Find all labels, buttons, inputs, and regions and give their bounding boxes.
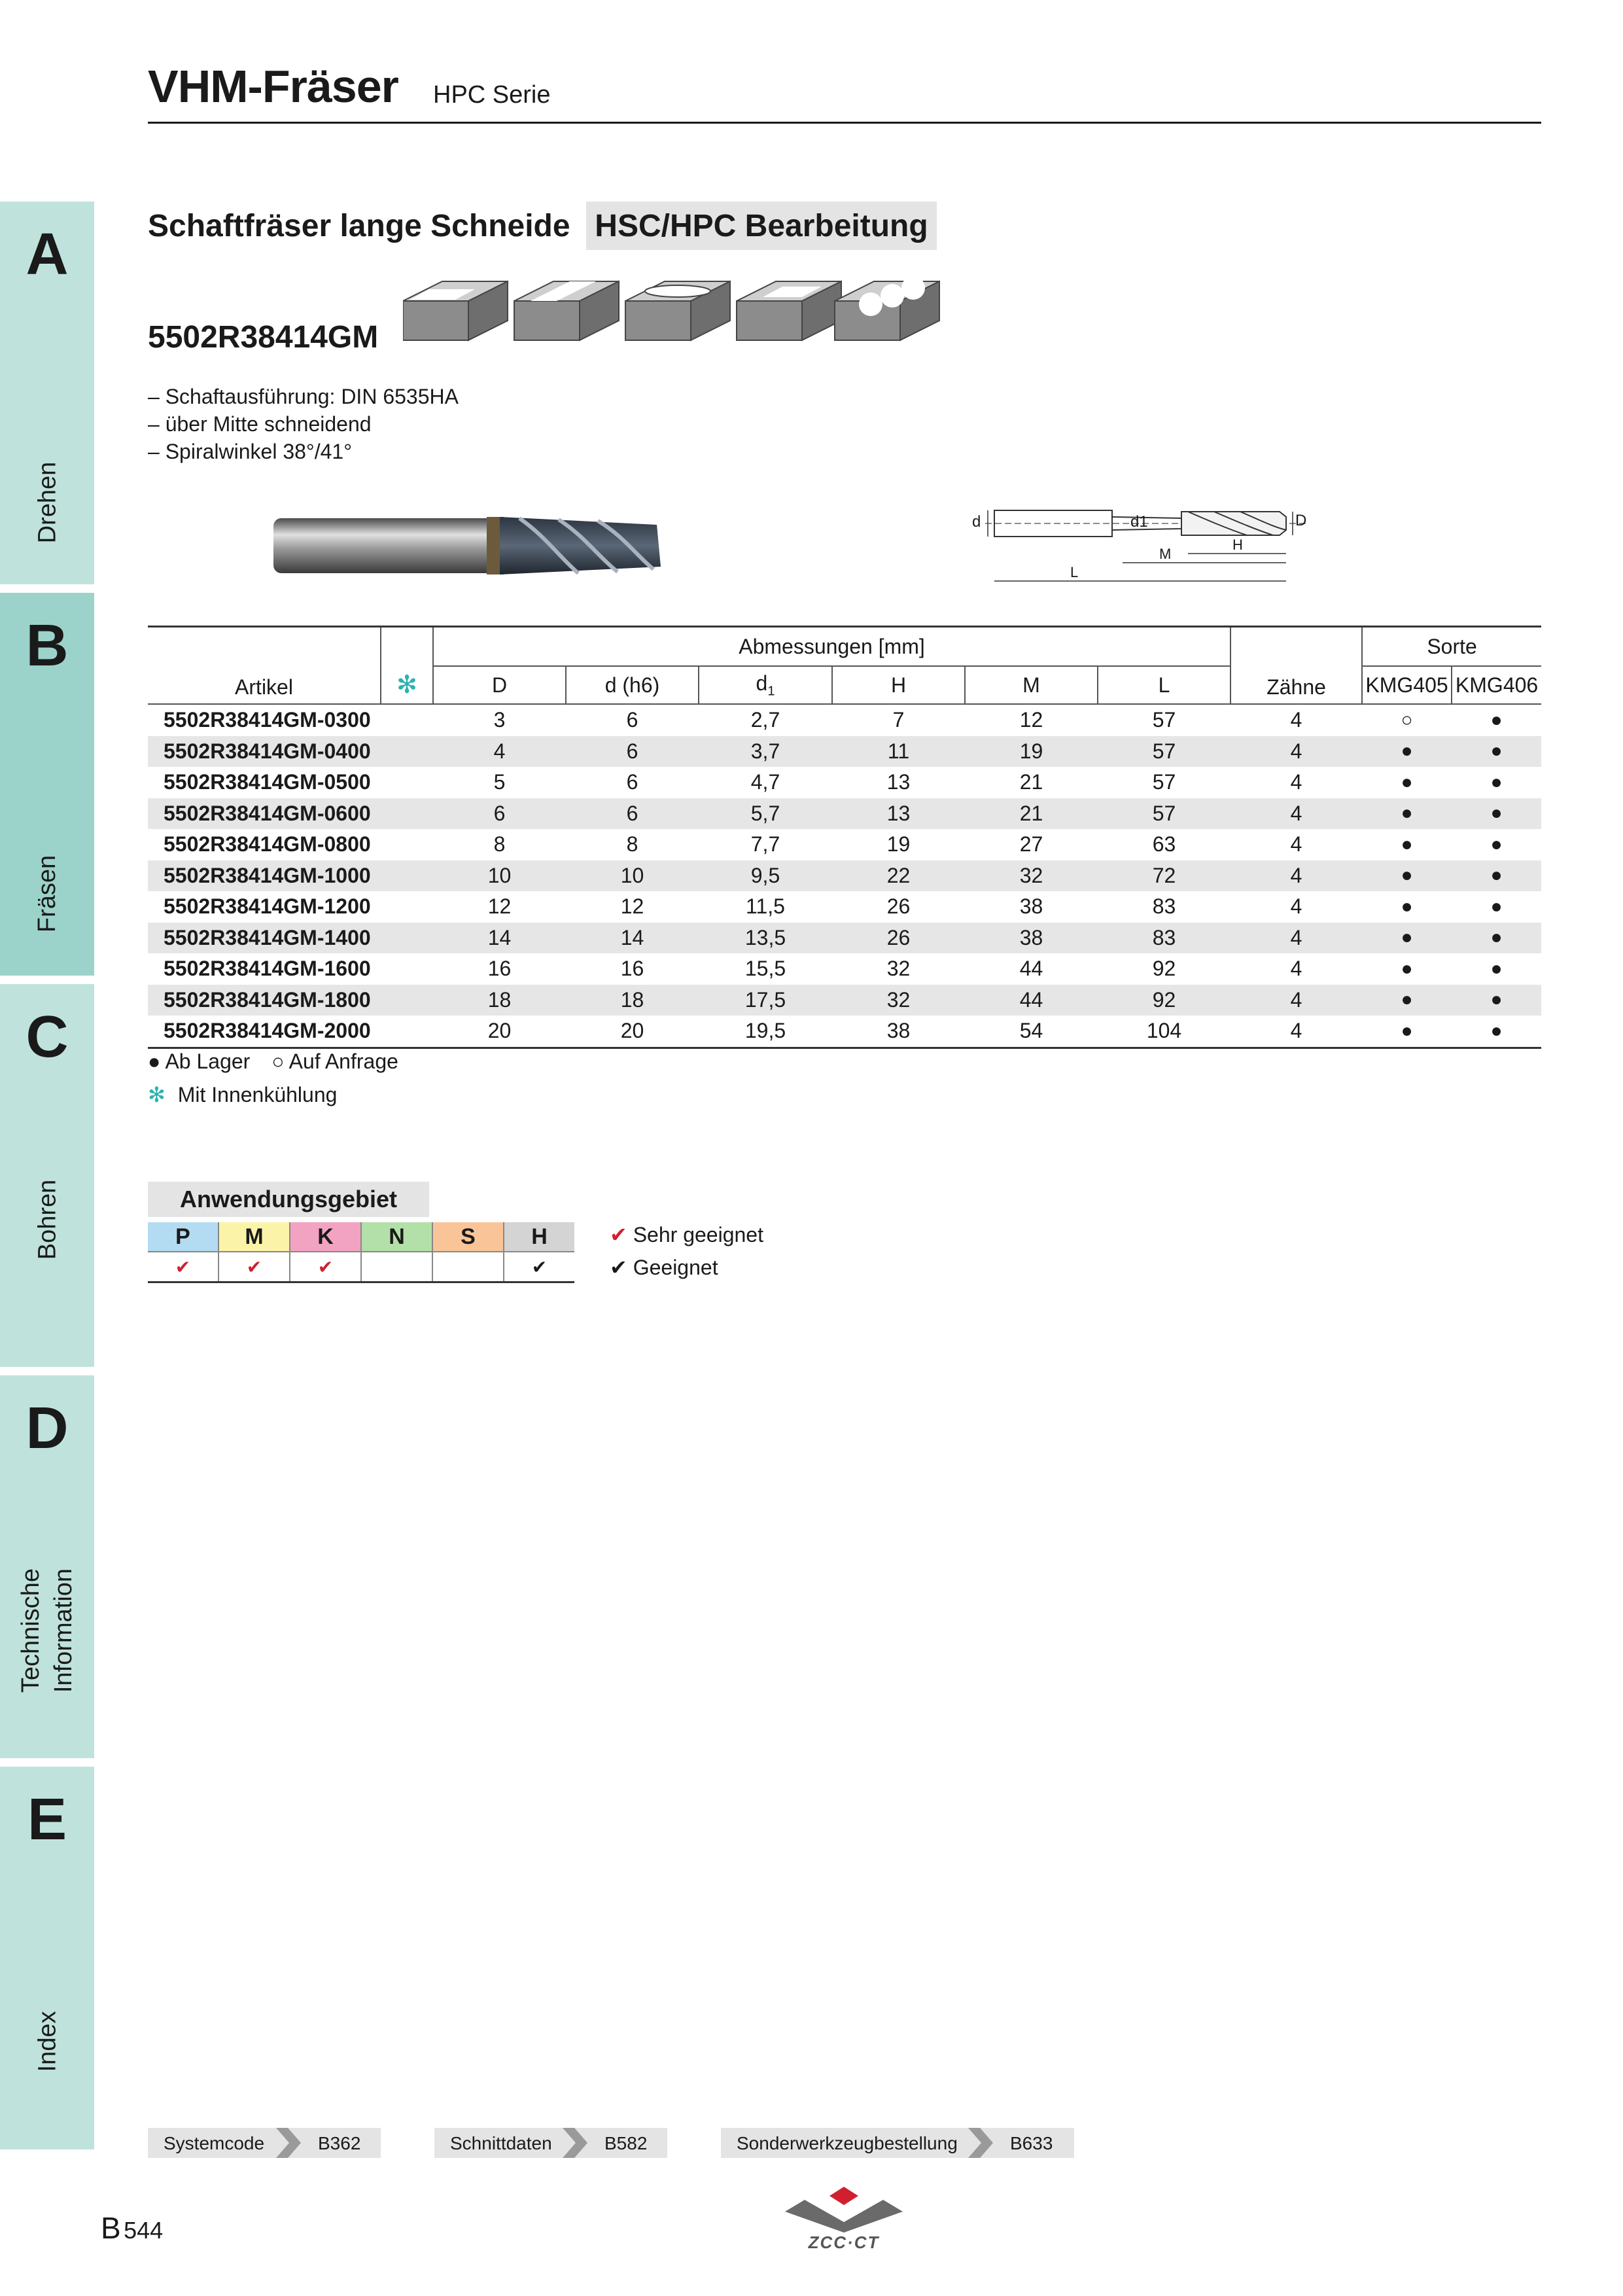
cell-g2: ●: [1490, 1019, 1503, 1042]
col-D: D: [433, 666, 566, 704]
cell-artikel: 5502R38414GM-2000: [164, 1019, 371, 1043]
nav-systemcode[interactable]: [148, 2128, 381, 2158]
cell-cooling: [381, 829, 433, 860]
cell-D: 10: [433, 860, 566, 892]
cell-cooling: [381, 953, 433, 985]
nav-sonderwerkzeug[interactable]: [721, 2128, 1074, 2158]
cell-M: 38: [965, 923, 1098, 954]
nav-page: B362: [318, 2133, 361, 2153]
table-row: [148, 891, 1541, 923]
cell-artikel: 5502R38414GM-0500: [164, 770, 371, 794]
cell-artikel: 5502R38414GM-1200: [164, 894, 371, 919]
cell-M: 19: [965, 736, 1098, 768]
cell-z: 4: [1290, 770, 1302, 794]
tab-letter: D: [26, 1396, 69, 1461]
col-L: L: [1098, 666, 1230, 704]
cell-d1: 2,7: [750, 708, 780, 732]
cell-g2: ●: [1452, 923, 1541, 954]
table-row: [148, 736, 1541, 768]
cell-g1: ●: [1362, 798, 1452, 830]
cell-z: 4: [1230, 860, 1362, 892]
cell-H: 11: [832, 736, 965, 768]
header-rule: [148, 122, 1541, 124]
cell-z: 4: [1230, 985, 1362, 1016]
cell-D: 20: [487, 1019, 512, 1043]
product-code: 5502R38414GM: [148, 320, 379, 355]
page-number-value: 544: [124, 2217, 164, 2244]
cell-z: 4: [1290, 894, 1302, 919]
material-n: N: [361, 1222, 432, 1252]
cell-d1: 17,5: [699, 985, 832, 1016]
cell-L: 92: [1098, 985, 1230, 1016]
cell-d1: 7,7: [750, 832, 780, 857]
cell-cooling: [381, 860, 433, 892]
cell-cooling: [381, 736, 433, 768]
legend-stock-symbol: ●: [148, 1050, 161, 1073]
material-m: M: [218, 1222, 290, 1252]
nav-label: Sonderwerkzeugbestellung: [737, 2133, 958, 2153]
cell-H: 19: [886, 832, 911, 857]
cell-z: 4: [1230, 923, 1362, 954]
legend-cooling: [148, 1082, 337, 1107]
open-slot-icon: [737, 281, 841, 340]
cell-H: 22: [832, 860, 965, 892]
tab-d[interactable]: [0, 1375, 94, 1758]
cell-artikel: 5502R38414GM-0800: [164, 832, 371, 857]
tab-letter: E: [27, 1787, 67, 1852]
cell-H: 26: [886, 894, 911, 919]
cell-D: 12: [487, 894, 512, 919]
legend-cool-text: Mit Innenkühlung: [177, 1083, 338, 1106]
cell-M: 44: [1019, 957, 1043, 981]
cell-cooling: [381, 704, 433, 736]
page-number: [101, 2210, 163, 2246]
tab-letter: C: [26, 1004, 69, 1070]
table-row: [148, 953, 1541, 985]
section-badge: HSC/HPC Bearbeitung: [586, 202, 937, 250]
nav-schnittdaten[interactable]: [434, 2128, 667, 2158]
material-check-m: ✔: [218, 1252, 290, 1282]
cell-L: 57: [1098, 798, 1230, 830]
legend-stock-text: Ab Lager: [165, 1050, 251, 1073]
cell-H: 13: [832, 798, 965, 830]
cell-z: 4: [1290, 1019, 1302, 1043]
tab-b[interactable]: [0, 593, 94, 976]
cell-D: 14: [433, 923, 566, 954]
cell-artikel: 5502R38414GM-0300: [164, 708, 371, 732]
cell-g2: ●: [1452, 985, 1541, 1016]
cell-artikel: 5502R38414GM-0600: [148, 798, 381, 830]
cell-z: 4: [1290, 832, 1302, 857]
cell-g2: ●: [1490, 709, 1503, 731]
cell-L: 57: [1098, 736, 1230, 768]
cell-M: 32: [965, 860, 1098, 892]
holes-icon: [835, 276, 939, 340]
cell-L: 57: [1152, 770, 1176, 794]
col-H: H: [832, 666, 965, 704]
table-row: [148, 860, 1541, 892]
cell-D: 6: [433, 798, 566, 830]
page-title: VHM-Fräser: [148, 61, 398, 112]
cell-cooling: [381, 985, 433, 1016]
tab-label: [14, 1568, 80, 1693]
cell-z: 4: [1230, 736, 1362, 768]
cell-g1: ●: [1401, 1019, 1413, 1042]
cell-g1: ●: [1401, 957, 1413, 980]
cell-g2: ●: [1490, 771, 1503, 793]
check-red-icon: ✔: [610, 1223, 627, 1246]
cell-d: 14: [566, 923, 699, 954]
cell-M: 21: [965, 798, 1098, 830]
cell-g1: ●: [1401, 771, 1413, 793]
cell-d: 6: [566, 736, 699, 768]
table-row: [148, 798, 1541, 830]
cell-g2: ●: [1452, 798, 1541, 830]
material-k: K: [290, 1222, 361, 1252]
material-h: H: [504, 1222, 574, 1252]
dimension-drawing: [966, 497, 1319, 589]
cell-g2: ●: [1452, 860, 1541, 892]
cell-artikel: 5502R38414GM-0400: [148, 736, 381, 768]
cell-g2: ●: [1490, 957, 1503, 980]
zcc-logo-text: ZCC·CT: [808, 2233, 880, 2252]
machining-icons: [403, 268, 946, 353]
cell-d1: 3,7: [699, 736, 832, 768]
chevron-right-icon: [968, 2128, 994, 2158]
tab-label-line2: Information: [50, 1568, 77, 1693]
cell-M: 21: [1019, 770, 1043, 794]
cell-z: 4: [1290, 957, 1302, 981]
cell-g1: ●: [1362, 736, 1452, 768]
cell-cooling: [381, 1016, 433, 1048]
application-title: Anwendungsgebiet: [148, 1182, 429, 1217]
cell-d: 12: [620, 894, 644, 919]
cell-D: 16: [487, 957, 512, 981]
cell-D: 8: [493, 832, 506, 857]
cell-L: 72: [1098, 860, 1230, 892]
cell-z: 4: [1230, 798, 1362, 830]
material-check-p: ✔: [175, 1256, 191, 1277]
cell-M: 27: [1019, 832, 1043, 857]
cell-M: 38: [1019, 894, 1043, 919]
cell-d: 6: [566, 798, 699, 830]
cell-d: 10: [566, 860, 699, 892]
dim-M: M: [1159, 546, 1172, 562]
dim-d: d: [972, 513, 981, 531]
table-row: [148, 923, 1541, 954]
col-d1-label: d: [756, 671, 768, 695]
cell-g1: ●: [1362, 860, 1452, 892]
cell-L: 57: [1152, 708, 1176, 732]
cell-d1: 5,7: [699, 798, 832, 830]
cell-d1: 15,5: [744, 957, 786, 981]
dim-H: H: [1232, 537, 1243, 553]
cell-cooling: [381, 767, 433, 798]
cell-D: 3: [493, 708, 506, 732]
pocket-icon: [625, 281, 730, 340]
cell-M: 44: [965, 985, 1098, 1016]
cell-L: 92: [1152, 957, 1176, 981]
tab-e[interactable]: [0, 1767, 94, 2149]
cell-g1: ●: [1362, 985, 1452, 1016]
tab-c[interactable]: [0, 984, 94, 1367]
cell-H: 13: [886, 770, 911, 794]
tab-letter: B: [26, 613, 69, 679]
tab-a[interactable]: [0, 202, 94, 584]
very-suitable-label: Sehr geeignet: [633, 1223, 763, 1246]
tab-label: Drehen: [33, 461, 61, 544]
cell-L: 63: [1152, 832, 1176, 857]
group-dimensions: Abmessungen [mm]: [433, 627, 1230, 667]
cell-d: 6: [626, 770, 638, 794]
tab-label: Bohren: [33, 1179, 61, 1260]
material-check-s: [432, 1252, 504, 1282]
chevron-right-icon: [276, 2128, 302, 2158]
material-check-h: ✔: [504, 1252, 574, 1282]
feature-item: – Spiralwinkel 38°/41°: [148, 440, 352, 463]
cell-cooling: [381, 891, 433, 923]
cell-d1: 13,5: [699, 923, 832, 954]
feature-item: – Schaftausführung: DIN 6535HA: [148, 385, 459, 408]
zcc-logo: [785, 2181, 903, 2253]
nav-page: B582: [604, 2133, 648, 2153]
nav-label: Systemcode: [164, 2133, 265, 2153]
material-s: S: [432, 1222, 504, 1252]
nav-label: Schnittdaten: [450, 2133, 552, 2153]
col-d1-sub: 1: [767, 684, 775, 699]
cell-d1: 11,5: [746, 894, 785, 919]
cell-cooling: [381, 923, 433, 954]
tab-label-line1: Technische: [17, 1568, 44, 1693]
table-row: [148, 1016, 1541, 1048]
application-table: [148, 1222, 574, 1283]
cell-M: 12: [1019, 708, 1043, 732]
cell-g1: ●: [1401, 833, 1413, 855]
suitability-legend-very: [610, 1222, 763, 1247]
groove-icon: [514, 281, 619, 340]
section-title: Schaftfräser lange Schneide: [148, 209, 570, 243]
legend-request-text: Auf Anfrage: [288, 1050, 398, 1073]
tab-label: Fräsen: [33, 855, 61, 933]
tab-letter: A: [26, 222, 69, 287]
feature-item: – über Mitte schneidend: [148, 412, 372, 436]
cell-g1: ●: [1362, 923, 1452, 954]
cell-g2: ●: [1490, 895, 1503, 917]
page-subtitle: HPC Serie: [433, 81, 551, 109]
slot-icon: [403, 281, 508, 340]
zcc-logo-mark: [785, 2181, 903, 2234]
material-p: P: [148, 1222, 218, 1252]
cell-D: 18: [433, 985, 566, 1016]
cell-d: 16: [620, 957, 644, 981]
cell-d: 18: [566, 985, 699, 1016]
table-row: [148, 704, 1541, 736]
cell-d: 8: [626, 832, 638, 857]
nav-page: B633: [1010, 2133, 1053, 2153]
suitability-legend: [610, 1255, 718, 1280]
col-teeth: Zähne: [1230, 627, 1362, 705]
cell-H: 26: [832, 923, 965, 954]
cell-M: 54: [1019, 1019, 1043, 1043]
cell-g1: ○: [1401, 709, 1413, 731]
page-section-letter: B: [101, 2211, 121, 2245]
tab-label: Index: [33, 2011, 61, 2072]
cell-artikel: 5502R38414GM-1600: [164, 957, 371, 981]
cell-artikel: 5502R38414GM-1800: [148, 985, 381, 1016]
cell-L: 104: [1146, 1019, 1182, 1043]
table-row: [148, 829, 1541, 860]
col-artikel: Artikel: [148, 627, 381, 705]
cell-artikel: 5502R38414GM-1000: [148, 860, 381, 892]
cell-d1: 9,5: [699, 860, 832, 892]
cell-L: 83: [1152, 894, 1176, 919]
cell-d1: 4,7: [750, 770, 780, 794]
col-M: M: [965, 666, 1098, 704]
check-black-icon: ✔: [610, 1256, 627, 1279]
table-row: [148, 985, 1541, 1016]
cell-cooling: [381, 798, 433, 830]
spec-table: [148, 626, 1541, 1049]
coolant-icon: ✻: [381, 627, 433, 705]
dim-D: D: [1295, 512, 1307, 529]
legend-request-symbol: ○: [271, 1050, 285, 1073]
legend-stock: [148, 1050, 398, 1074]
cell-d: 20: [620, 1019, 644, 1043]
cell-g2: ●: [1452, 736, 1541, 768]
col-d1: [699, 666, 832, 704]
end-mill-photo: [271, 510, 663, 582]
legend-cool-icon: ✻: [148, 1083, 166, 1106]
col-grade-1: KMG405: [1362, 666, 1452, 704]
cell-artikel: 5502R38414GM-1400: [148, 923, 381, 954]
material-check-k: ✔: [290, 1252, 361, 1282]
cell-D: 5: [493, 770, 506, 794]
suitable-label: Geeignet: [633, 1256, 718, 1279]
cell-g2: ●: [1490, 833, 1503, 855]
cell-z: 4: [1290, 708, 1302, 732]
cell-g1: ●: [1401, 895, 1413, 917]
cell-H: 7: [892, 708, 905, 732]
chevron-right-icon: [563, 2128, 589, 2158]
cell-d1: 19,5: [744, 1019, 786, 1043]
cell-H: 32: [832, 985, 965, 1016]
cell-L: 83: [1098, 923, 1230, 954]
dim-d1: d1: [1130, 513, 1148, 531]
cell-H: 32: [886, 957, 911, 981]
dim-L: L: [1070, 564, 1079, 580]
table-row: [148, 767, 1541, 798]
cell-D: 4: [433, 736, 566, 768]
material-check-n: [361, 1252, 432, 1282]
cell-H: 38: [886, 1019, 911, 1043]
cell-d: 6: [626, 708, 638, 732]
col-grade-2: KMG406: [1452, 666, 1541, 704]
col-d: d (h6): [566, 666, 699, 704]
group-grade: Sorte: [1362, 627, 1541, 667]
